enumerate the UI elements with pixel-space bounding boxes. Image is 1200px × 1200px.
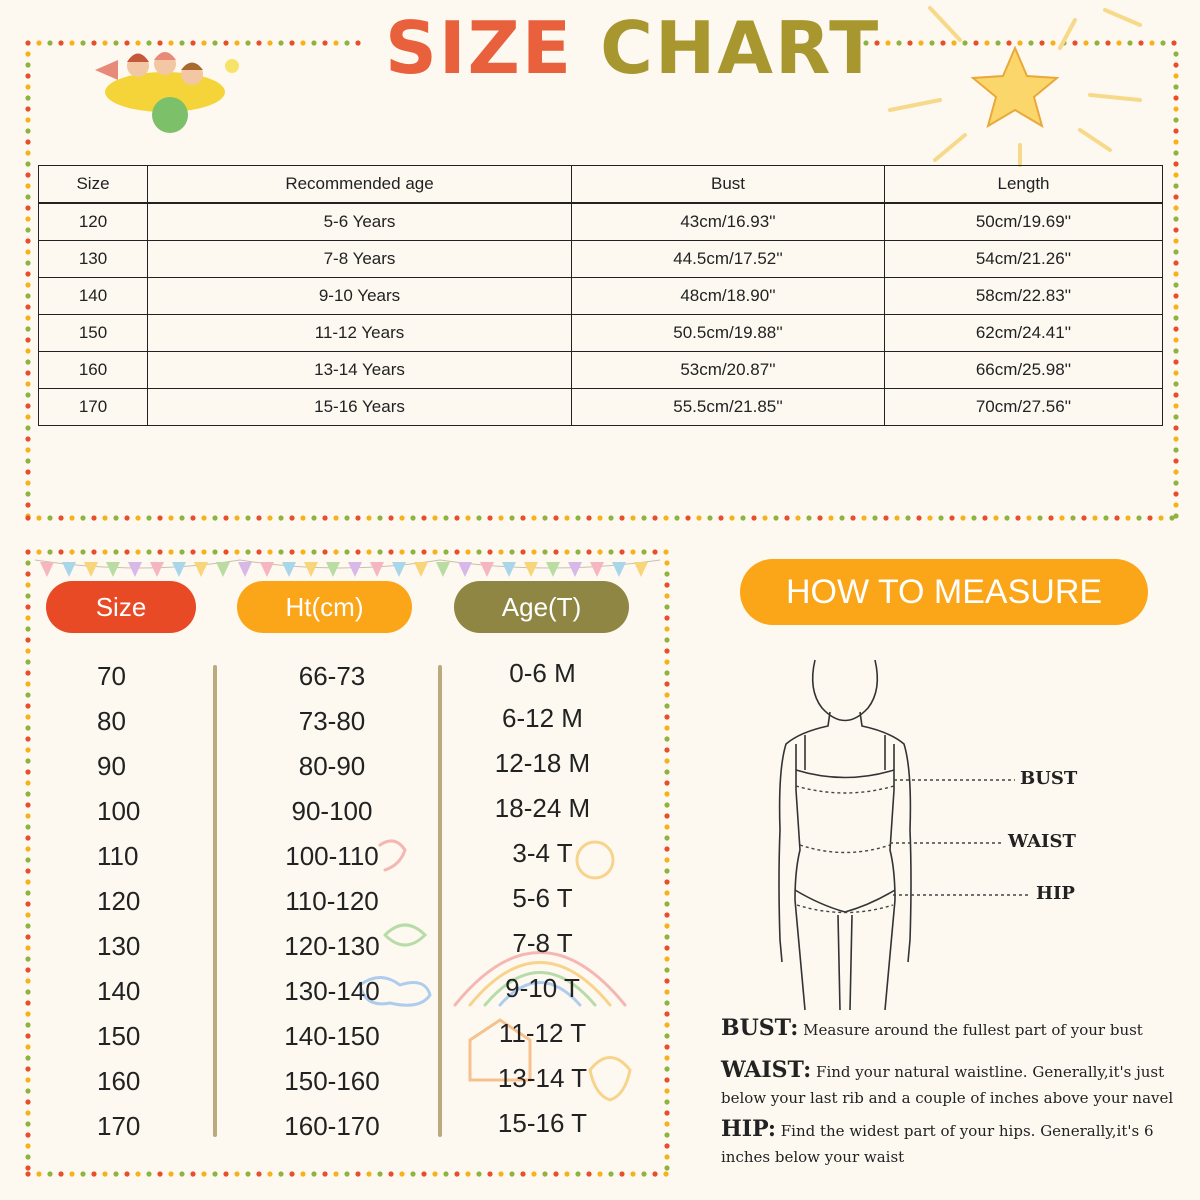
table-row [39,241,1163,278]
kids-height-value: 130-140 [284,976,380,1006]
table-cell: 62cm/24.41'' [885,315,1163,352]
size-table-header-cell: Bust [572,166,885,204]
kids-header-age [454,581,629,633]
table-cell: 120 [39,203,148,241]
column-divider [213,665,217,1137]
how-to-measure-banner [740,559,1148,625]
kids-age-value: 12-18 M [494,748,591,778]
hip-text: Find the widest part of your hips. Generally,it's 6 inches below your waist [721,1122,1154,1166]
size-table-header-cell: Length [885,166,1163,204]
bust-term: BUST: [721,1015,799,1041]
kids-header-size-label: Size [95,592,147,622]
star-illustration [890,8,1140,165]
size-table-header-cell: Size [39,166,148,204]
kids-size-value: 100 [97,796,141,826]
table-cell: 66cm/25.98'' [885,352,1163,389]
kids-header-size [46,581,196,633]
hip-description [721,1116,1191,1170]
measure-lines [796,780,1030,913]
table-cell: 43cm/16.93'' [572,203,885,241]
kids-height-value: 120-130 [284,931,380,961]
hip-term: HIP: [721,1116,776,1142]
kids-size-value: 80 [97,706,126,736]
bust-text: Measure around the fullest part of your bust [803,1021,1143,1039]
table-cell: 44.5cm/17.52'' [572,241,885,278]
kids-size-value: 130 [97,931,141,961]
table-row [39,315,1163,352]
kids-age-value: 7-8 T [512,928,573,958]
table-row [39,389,1163,426]
kids-size-column [97,654,140,1149]
kids-header-height [237,581,412,633]
kids-height-value: 160-170 [284,1111,380,1141]
kids-size-value: 160 [97,1066,141,1096]
kids-height-value: 66-73 [298,661,366,691]
table-cell: 54cm/21.26'' [885,241,1163,278]
table-cell: 58cm/22.83'' [885,278,1163,315]
size-table [38,165,1163,426]
table-row [39,352,1163,389]
kids-age-value: 5-6 T [512,883,573,913]
kids-height-column [252,654,412,1149]
table-cell: 7-8 Years [148,241,572,278]
kids-age-value: 18-24 M [494,793,591,823]
table-cell: 170 [39,389,148,426]
airplane-kids-illustration [95,52,239,133]
page-title [385,8,880,88]
table-cell: 11-12 Years [148,315,572,352]
kids-height-value: 150-160 [284,1066,380,1096]
kids-height-value: 110-120 [285,886,379,916]
kids-header-height-label: Ht(cm) [285,592,364,622]
kids-header-age-label: Age(T) [501,592,582,622]
kids-size-value: 170 [97,1111,141,1141]
table-cell: 5-6 Years [148,203,572,241]
table-cell: 70cm/27.56'' [885,389,1163,426]
column-divider [438,665,442,1137]
table-row [39,203,1163,241]
waist-term: WAIST: [721,1057,812,1083]
table-cell: 53cm/20.87'' [572,352,885,389]
kids-size-value: 120 [97,886,141,916]
kids-age-value: 13-14 T [497,1063,588,1093]
waist-description [721,1057,1191,1111]
waist-label: WAIST [1008,831,1076,852]
size-table-header-cell: Recommended age [148,166,572,204]
table-cell: 160 [39,352,148,389]
kids-age-column [465,651,620,1146]
kids-age-value: 11-12 T [498,1018,587,1048]
table-row [39,278,1163,315]
table-cell: 150 [39,315,148,352]
waist-text: Find your natural waistline. Generally,it's just below your last rib and a couple of inches above your navel [721,1063,1174,1107]
kids-size-value: 90 [97,751,126,781]
table-cell: 9-10 Years [148,278,572,315]
table-cell: 50.5cm/19.88'' [572,315,885,352]
kids-height-value: 90-100 [291,796,373,826]
bunting-flags [35,560,660,577]
kids-size-value: 150 [97,1021,141,1051]
kids-age-value: 15-16 T [497,1108,588,1138]
table-cell: 48cm/18.90'' [572,278,885,315]
kids-height-value: 140-150 [284,1021,380,1051]
table-cell: 140 [39,278,148,315]
hip-label: HIP [1036,883,1075,904]
bust-description [721,1015,1191,1043]
kids-height-value: 73-80 [298,706,366,736]
kids-height-value: 100-110 [285,841,379,871]
kids-age-value: 9-10 T [505,973,580,1003]
kids-size-value: 110 [97,841,139,871]
table-cell: 55.5cm/21.85'' [572,389,885,426]
title-word-size: SIZE [385,6,574,90]
kids-size-value: 70 [97,661,126,691]
size-table-header [39,166,1163,204]
kids-size-value: 140 [97,976,141,1006]
table-cell: 50cm/19.69'' [885,203,1163,241]
body-outline-figure [779,660,911,1010]
bust-label: BUST [1020,768,1078,789]
table-cell: 15-16 Years [148,389,572,426]
kids-height-value: 80-90 [298,751,366,781]
table-cell: 13-14 Years [148,352,572,389]
kids-age-value: 3-4 T [512,838,573,868]
title-word-chart: CHART [600,6,881,90]
kids-age-value: 0-6 M [509,658,576,688]
kids-age-value: 6-12 M [502,703,583,733]
how-to-measure-title: HOW TO MEASURE [785,573,1103,611]
table-cell: 130 [39,241,148,278]
